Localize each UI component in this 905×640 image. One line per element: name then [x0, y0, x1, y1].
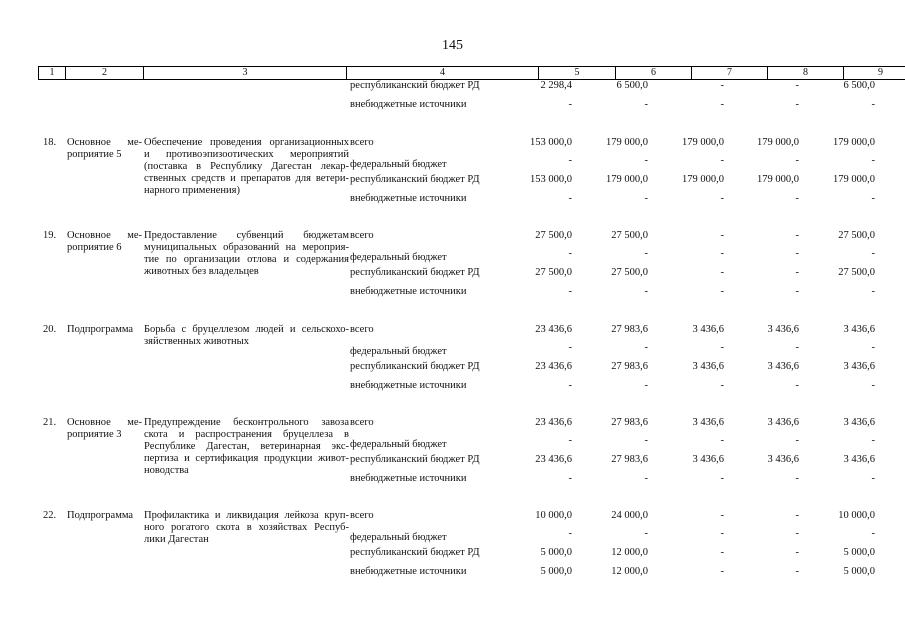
value-cell: - [720, 99, 724, 110]
value-cell: 12 000,0 [611, 547, 648, 558]
page-number: 145 [442, 38, 463, 53]
value-cell: - [568, 473, 572, 484]
source-label: республиканский бюджет РД [350, 174, 480, 185]
source-label: федеральный бюджет [350, 532, 447, 543]
value-cell: 3 436,6 [767, 361, 799, 372]
column-header: 1 [39, 67, 66, 79]
measure-type: Основное ме- [67, 417, 142, 428]
value-cell: - [795, 473, 799, 484]
value-cell: - [795, 342, 799, 353]
value-cell: 27 500,0 [535, 267, 572, 278]
value-cell: 179 000,0 [757, 137, 799, 148]
row-number: 22. [43, 510, 57, 521]
measure-description: ного рогатого скота в хозяйствах Респуб- [144, 522, 349, 533]
value-cell: 6 500,0 [616, 80, 648, 91]
value-cell: - [795, 380, 799, 391]
value-cell: - [720, 286, 724, 297]
source-label: всего [350, 230, 374, 241]
column-header: 5 [539, 67, 616, 79]
source-label: республиканский бюджет РД [350, 454, 480, 465]
source-label: всего [350, 510, 374, 521]
measure-description: Профилактика и ликвидация лейкоза круп- [144, 510, 349, 521]
measure-description: Борьба с бруцеллезом людей и сельскохо- [144, 324, 349, 335]
measure-description: Предупреждение бесконтрольного завоза [144, 417, 349, 428]
value-cell: - [644, 286, 648, 297]
measure-type: Основное ме- [67, 137, 142, 148]
value-cell: - [720, 248, 724, 259]
value-cell: 179 000,0 [757, 174, 799, 185]
value-cell: - [871, 528, 875, 539]
column-header: 9 [878, 67, 883, 78]
value-cell: - [568, 342, 572, 353]
measure-description: лики Дагестан [144, 534, 209, 545]
value-cell: 23 436,6 [535, 361, 572, 372]
value-cell: - [871, 435, 875, 446]
value-cell: - [720, 435, 724, 446]
value-cell: - [644, 435, 648, 446]
value-cell: 5 000,0 [843, 547, 875, 558]
value-cell: 6 500,0 [843, 80, 875, 91]
value-cell: 3 436,6 [767, 417, 799, 428]
value-cell: 5 000,0 [540, 566, 572, 577]
value-cell: - [795, 286, 799, 297]
value-cell: - [644, 473, 648, 484]
measure-description: и противоэпизоотических мероприятий [144, 149, 349, 160]
value-cell: 24 000,0 [611, 510, 648, 521]
measure-description: скота и распространения бруцеллеза в [144, 429, 349, 440]
source-label: федеральный бюджет [350, 346, 447, 357]
value-cell: 153 000,0 [530, 137, 572, 148]
value-cell: - [568, 528, 572, 539]
column-header: 7 [692, 67, 768, 79]
value-cell: - [720, 193, 724, 204]
measure-description: животных без владельцев [144, 266, 259, 277]
measure-description: ственных средств и препаратов для ветери- [144, 173, 349, 184]
value-cell: - [795, 435, 799, 446]
value-cell: - [568, 380, 572, 391]
value-cell: - [644, 193, 648, 204]
value-cell: 179 000,0 [682, 174, 724, 185]
value-cell: - [720, 510, 724, 521]
value-cell: 27 983,6 [611, 324, 648, 335]
value-cell: - [720, 342, 724, 353]
value-cell: 23 436,6 [535, 454, 572, 465]
value-cell: - [795, 267, 799, 278]
value-cell: 27 500,0 [535, 230, 572, 241]
source-label: внебюджетные источники [350, 99, 467, 110]
value-cell: - [644, 248, 648, 259]
value-cell: 27 500,0 [838, 267, 875, 278]
source-label: всего [350, 324, 374, 335]
value-cell: - [795, 193, 799, 204]
value-cell: - [871, 155, 875, 166]
column-header: 4 [347, 67, 539, 79]
measure-type: Подпрограмма [67, 324, 134, 335]
value-cell: 3 436,6 [692, 361, 724, 372]
measure-description: зяйственных животных [144, 336, 249, 347]
row-number: 21. [43, 417, 57, 428]
value-cell: 27 983,6 [611, 361, 648, 372]
value-cell: - [720, 230, 724, 241]
value-cell: - [871, 286, 875, 297]
source-label: внебюджетные источники [350, 566, 467, 577]
value-cell: - [871, 473, 875, 484]
source-label: всего [350, 137, 374, 148]
value-cell: - [568, 286, 572, 297]
value-cell: 23 436,6 [535, 324, 572, 335]
value-cell: 179 000,0 [833, 174, 875, 185]
source-label: республиканский бюджет РД [350, 361, 480, 372]
measure-type: Основное ме- [67, 230, 142, 241]
source-label: федеральный бюджет [350, 159, 447, 170]
source-label: всего [350, 417, 374, 428]
value-cell: - [720, 80, 724, 91]
measure-description: пертиза и сертификация продукции живот- [144, 453, 349, 464]
measure-description: Обеспечение проведения организационных [144, 137, 349, 148]
row-number: 19. [43, 230, 57, 241]
value-cell: - [720, 380, 724, 391]
value-cell: 27 983,6 [611, 417, 648, 428]
value-cell: 3 436,6 [767, 454, 799, 465]
measure-description: Предоставление субвенций бюджетам [144, 230, 349, 241]
source-label: внебюджетные источники [350, 193, 467, 204]
value-cell: - [795, 248, 799, 259]
value-cell: 23 436,6 [535, 417, 572, 428]
value-cell: - [720, 473, 724, 484]
measure-description: Республике Дагестан, ветеринарная экс- [144, 441, 349, 452]
measure-description: (поставка в Республику Дагестан лекар- [144, 161, 349, 172]
value-cell: - [644, 528, 648, 539]
value-cell: - [568, 248, 572, 259]
value-cell: - [720, 528, 724, 539]
value-cell: 12 000,0 [611, 566, 648, 577]
column-header: 6 [616, 67, 692, 79]
value-cell: 3 436,6 [843, 454, 875, 465]
value-cell: - [871, 99, 875, 110]
value-cell: 27 500,0 [611, 267, 648, 278]
row-number: 20. [43, 324, 57, 335]
source-label: республиканский бюджет РД [350, 267, 480, 278]
value-cell: 179 000,0 [606, 174, 648, 185]
value-cell: 3 436,6 [692, 454, 724, 465]
value-cell: - [720, 547, 724, 558]
value-cell: 3 436,6 [843, 324, 875, 335]
value-cell: - [871, 248, 875, 259]
value-cell: 5 000,0 [540, 547, 572, 558]
value-cell: - [720, 566, 724, 577]
column-header: 2 [66, 67, 144, 79]
value-cell: - [720, 267, 724, 278]
table-header [38, 66, 905, 80]
value-cell: - [795, 510, 799, 521]
source-label: республиканский бюджет РД [350, 547, 480, 558]
source-label: внебюджетные источники [350, 286, 467, 297]
value-cell: - [795, 80, 799, 91]
value-cell: 179 000,0 [682, 137, 724, 148]
value-cell: - [795, 566, 799, 577]
value-cell: 3 436,6 [843, 361, 875, 372]
column-header: 8 [768, 67, 844, 79]
value-cell: - [871, 193, 875, 204]
value-cell: - [644, 380, 648, 391]
measure-description: муниципальных образований на мероприя- [144, 242, 349, 253]
source-label: внебюджетные источники [350, 473, 467, 484]
value-cell: - [568, 155, 572, 166]
value-cell: - [871, 342, 875, 353]
value-cell: 179 000,0 [606, 137, 648, 148]
source-label: федеральный бюджет [350, 252, 447, 263]
value-cell: 3 436,6 [692, 324, 724, 335]
measure-type: роприятие 3 [67, 429, 122, 440]
value-cell: - [795, 99, 799, 110]
measure-type: Подпрограмма [67, 510, 134, 521]
value-cell: - [568, 193, 572, 204]
measure-description: новодства [144, 465, 189, 476]
value-cell: 27 500,0 [838, 230, 875, 241]
value-cell: 3 436,6 [843, 417, 875, 428]
value-cell: - [568, 435, 572, 446]
value-cell: 3 436,6 [767, 324, 799, 335]
value-cell: - [644, 99, 648, 110]
row-number: 18. [43, 137, 57, 148]
source-label: федеральный бюджет [350, 439, 447, 450]
value-cell: - [795, 547, 799, 558]
value-cell: 27 983,6 [611, 454, 648, 465]
value-cell: - [871, 380, 875, 391]
measure-description: нарного применения) [144, 185, 240, 196]
source-label: республиканский бюджет РД [350, 80, 480, 91]
value-cell: - [795, 230, 799, 241]
source-label: внебюджетные источники [350, 380, 467, 391]
value-cell: 153 000,0 [530, 174, 572, 185]
value-cell: 10 000,0 [838, 510, 875, 521]
value-cell: - [720, 155, 724, 166]
value-cell: 5 000,0 [843, 566, 875, 577]
value-cell: - [795, 155, 799, 166]
measure-type: роприятие 5 [67, 149, 122, 160]
value-cell: - [644, 155, 648, 166]
value-cell: 2 298,4 [540, 80, 572, 91]
value-cell: 10 000,0 [535, 510, 572, 521]
value-cell: - [644, 342, 648, 353]
value-cell: 27 500,0 [611, 230, 648, 241]
value-cell: 3 436,6 [692, 417, 724, 428]
measure-type: роприятие 6 [67, 242, 122, 253]
column-header: 3 [144, 67, 347, 79]
value-cell: 179 000,0 [833, 137, 875, 148]
measure-description: тие по организации отлова и содержания [144, 254, 349, 265]
value-cell: - [568, 99, 572, 110]
value-cell: - [795, 528, 799, 539]
